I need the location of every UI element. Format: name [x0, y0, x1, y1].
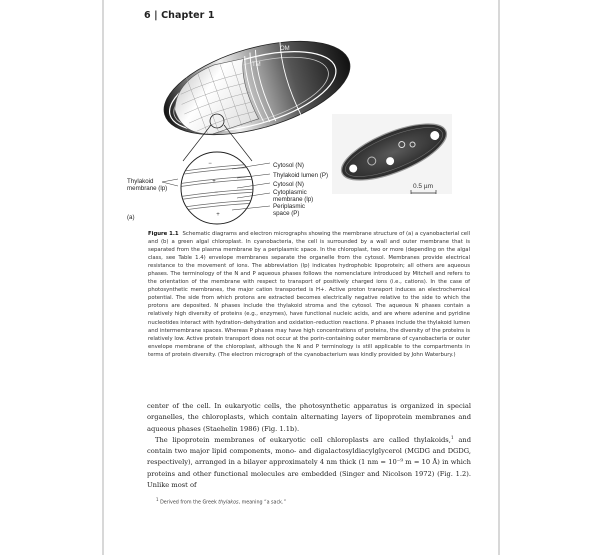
footnote-term: thylakos [218, 500, 239, 506]
footnote-marker: 1 [156, 497, 159, 502]
label-line: Thylakoid [127, 178, 154, 185]
book-page [102, 0, 500, 555]
figure-1-1 [127, 28, 472, 228]
label-line: space (P) [273, 210, 300, 217]
panel-a-label: (a) [127, 214, 135, 221]
label-line: Periplasmic [273, 203, 305, 210]
figure-caption [148, 230, 470, 359]
caption-text: Schematic diagrams and electron micrographs showing the membrane structure of (a) a cyanobacterial cell and (b) a green algal chloroplast. In cyanobacteria, the cell is surrounded by a wall and outer membrane that is separated from the plasma membrane by a periplasmic space. In the chloroplast, two or more (depending on the algal class, see Table 1.4) envelope membranes separate the organelle from the cytosol. Membranes provide electrical resistance to the movement of ions. The abbreviation (lp) indicates hydrophobic lipoprotein; all others are aqueous phases. The terminology of the N and P aqueous phases follows the nomenclature introduced by Mitchell and refers to the orientation of the membrane with respect to transport of positively charged ions (i.e., cations). In the case of photosynthetic membranes, the major cation transported is H+. Active proton transport induces an electrochemical potential. The side from which protons are extracted becomes electrically negative relative to the side to which the protons are deposited. N phases include the thylakoid stroma and the cytosol. The aqueous N phases contain a relatively high diversity of proteins (e.g., enzymes), have functional nucleic acids, and are where adenine and pyridine nucleotides interact with hydration–dehydration and oxidation–reduction reactions. P phases include the thylakoid lumen and intermembrane spaces. Whereas P phases may have high concentrations of proteins, the diversity of the proteins is relatively low. Active protein transport does not occur at the porin-containing outer membrane of cyanobacteria or outer envelope membrane of the chloroplast, although the N and P terminology is still applicable to the compartments in terms of protein diversity. (The electron micrograph of the cyanobacterium was kindly provided by John Waterbury.) [148, 231, 471, 358]
label-cytosol-n-2: Cytosol (N) [273, 181, 304, 188]
label-periplasmic-space [273, 203, 305, 217]
charge-sign: − [208, 161, 212, 167]
charge-sign: + [216, 212, 220, 218]
label-line: membrane (lp) [273, 196, 314, 203]
footnote-ref[interactable]: 1 [450, 435, 454, 441]
label-thylakoid-lumen: Thylakoid lumen (P) [273, 172, 329, 179]
running-head: 6 | Chapter 1 [144, 10, 215, 21]
footnote [156, 497, 456, 506]
body-text [147, 401, 471, 491]
figure-number: Figure 1.1 [148, 231, 179, 237]
paragraph: center of the cell. In eukaryotic cells, the photosynthetic apparatus is organized in special organelles, the chloroplasts, which contain alternating layers of lipoprotein membranes and aqueous phases (Staehelin 1986) (Fig. 1.1b). [147, 402, 471, 433]
label-thylakoid-membrane [127, 178, 167, 192]
paragraph-text: and contain two major lipid components, mono- and digalactosyldiacylglycerol (MGDG and DGDG, respectively), arranged in a bilayer approximately 4 nm thick (1 nm = 10⁻⁹ m = 10 Å) in which proteins and other functional molecules are embedded (Singer and Nicolson 1972) (Fig. 1.2). Unlike most of [147, 435, 471, 490]
paragraph [147, 435, 471, 491]
label-line: membrane (lp) [127, 185, 168, 192]
scale-bar-label: 0.5 µm [413, 183, 434, 190]
label-cytoplasmic-membrane [273, 189, 313, 203]
label-line: Cytoplasmic [273, 189, 307, 196]
label-cytosol-n: Cytosol (N) [273, 162, 304, 169]
footnote-text: , meaning “a sack.” [238, 500, 286, 506]
footnote-text: Derived from the Greek [158, 500, 219, 506]
paragraph-text: The lipoprotein membranes of eukaryotic cell chloroplasts are called thylakoids, [155, 435, 451, 444]
charge-sign: − [214, 190, 218, 196]
charge-sign: + [212, 179, 216, 185]
om-label: OM [280, 46, 290, 52]
tm-label: TM [252, 62, 261, 68]
